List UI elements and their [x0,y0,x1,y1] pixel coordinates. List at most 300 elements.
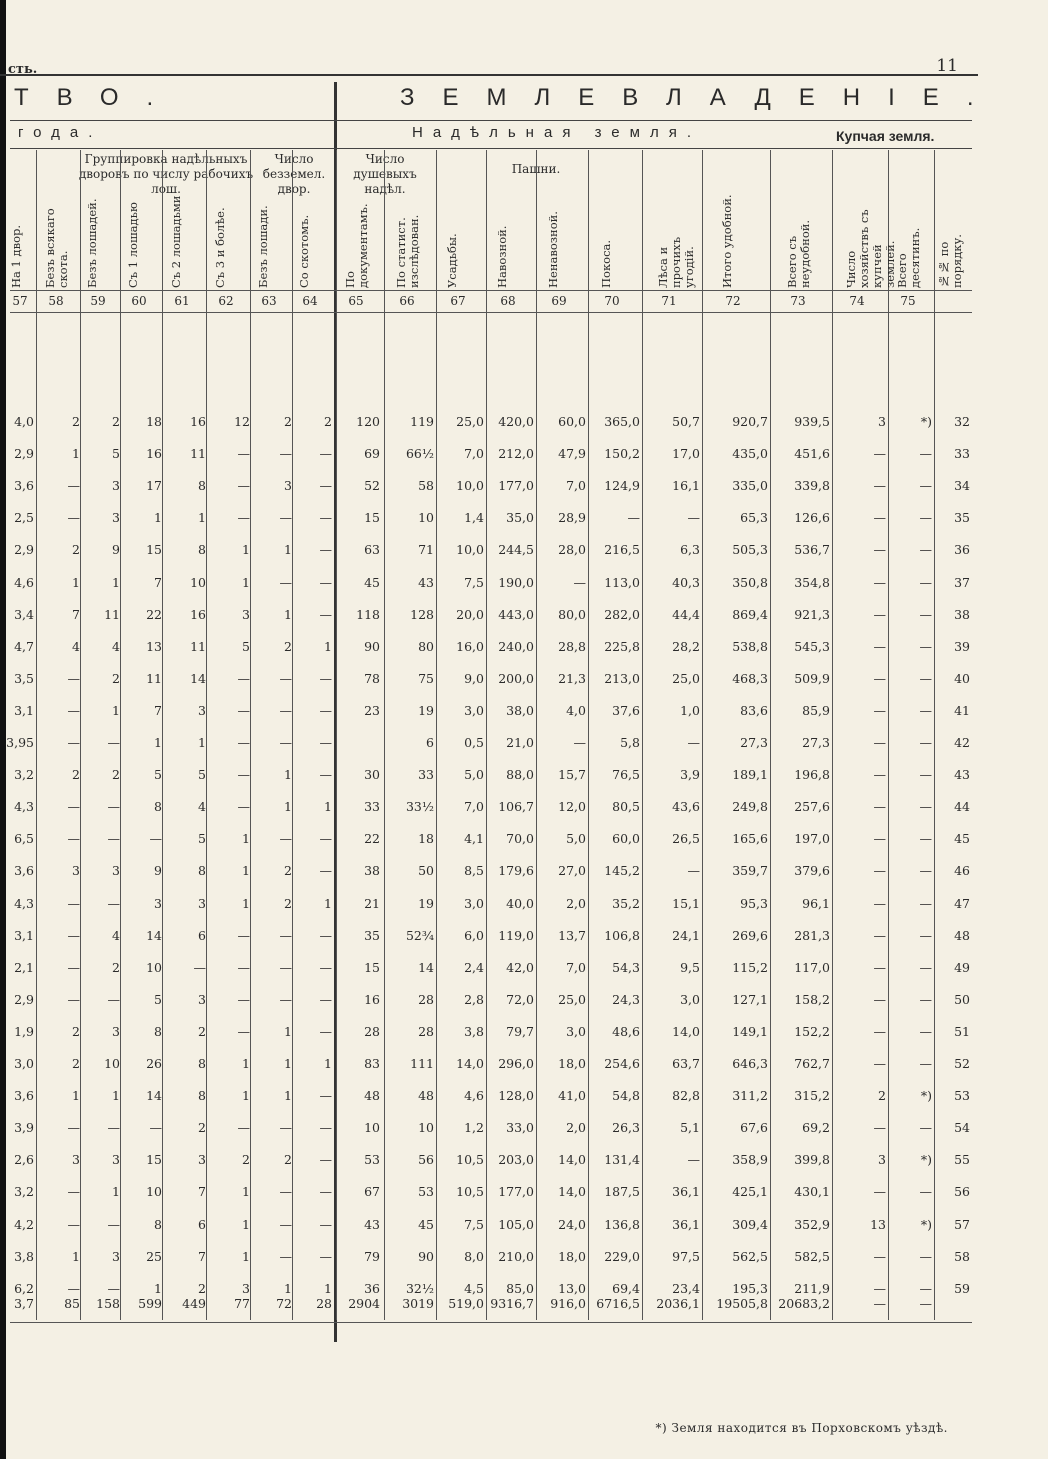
table-cell: — [873,799,886,815]
column-number: 64 [302,294,318,308]
table-cell: 15 [364,510,380,526]
table-cell: 111 [410,1056,434,1071]
table-cell: 40 [954,670,970,686]
table-cell: — [67,735,80,750]
table-cell: 8 [198,478,206,494]
table-cell: — [237,991,250,1007]
column-number: 65 [348,294,364,308]
column-number: 68 [500,294,516,308]
table-cell: 126,6 [794,510,830,526]
table-cell: 2,9 [14,991,34,1007]
column-divider [832,150,833,1320]
column-header: Съ 2 лошадьми [169,195,183,288]
table-cell: — [319,991,332,1007]
arable-group-label: Пашни. [511,162,561,176]
table-cell: 60,0 [558,414,586,429]
column-divider [934,150,935,1320]
column-header: Покоса. [599,239,613,288]
table-cell: 17 [146,478,162,494]
table-cell: — [919,1184,932,1200]
column-number: 74 [849,294,865,308]
table-cell: 4,5 [464,1280,484,1296]
table-cell: 3 [198,702,206,718]
table-cell: — [67,927,80,943]
table-cell: 9,0 [464,670,484,686]
table-cell: 1 [242,1184,250,1200]
table-cell: — [279,1184,292,1200]
table-cell: — [873,767,886,783]
table-cell: 1 [242,1248,250,1264]
table-cell: 3,4 [14,606,34,622]
table-cell: — [687,735,700,750]
column-header: Съ 1 лошадью [126,202,140,288]
table-cell: 1 [284,1280,292,1296]
table-cell: 3 [154,895,162,911]
column-divider [486,150,487,1320]
table-cell: 48 [954,927,970,943]
table-cell: 21,3 [558,670,586,686]
table-cell: 6 [426,735,434,750]
column-header: По документамъ. [343,203,370,288]
left-section-title: ТВО. [14,84,182,111]
table-cell: 3,9 [680,767,700,783]
table-cell: — [919,1120,932,1136]
table-cell: 4,0 [14,414,34,429]
table-cell: — [919,702,932,718]
table-cell: — [319,478,332,494]
table-cell: 10,5 [456,1152,484,1168]
table-cell: — [279,959,292,975]
table-cell: 25,0 [456,414,484,429]
table-cell: 26,5 [672,831,700,847]
table-cell: 16 [190,414,206,429]
table-cell: 1 [242,863,250,879]
table-cell: — [237,478,250,494]
column-header: №№ по порядку. [937,234,964,288]
table-cell: — [319,863,332,879]
table-cell: 158,2 [794,991,830,1007]
table-cell: 8,0 [464,1248,484,1264]
table-cell: 7 [154,574,162,590]
table-cell: 2 [72,1056,80,1071]
table-cell: — [919,927,932,943]
table-cell: 2 [878,1088,886,1104]
table-cell: 210,0 [498,1248,534,1264]
table-cell: — [873,959,886,975]
table-cell: 36 [954,542,970,558]
table-cell: 1 [324,1280,332,1296]
table-cell: — [573,735,586,750]
table-cell: 106,8 [604,927,640,943]
table-cell: 8,5 [464,863,484,879]
table-cell: 1 [154,510,162,526]
table-cell: 3 [242,1280,250,1296]
table-cell: — [279,1248,292,1264]
table-cell: 17,0 [672,446,700,462]
table-cell: 8 [154,1216,162,1232]
column-divider [206,150,207,1320]
table-cell: 1 [242,895,250,911]
table-cell: 10 [146,1184,162,1200]
table-cell: — [873,863,886,879]
table-cell: 6,5 [14,831,34,847]
table-cell: 468,3 [732,670,768,686]
table-cell: 96,1 [802,895,830,911]
table-cell: 131,4 [604,1152,640,1168]
table-cell: 26,3 [612,1120,640,1136]
table-cell: 106,7 [498,799,534,815]
table-cell: 538,8 [732,638,768,654]
table-cell: 5 [198,831,206,847]
table-cell: 3,2 [14,1184,34,1200]
totals-cell: 6716,5 [596,1296,640,1311]
table-cell: — [279,670,292,686]
table-cell: — [919,895,932,911]
table-cell: 33 [418,767,434,783]
table-cell: 6,2 [14,1280,34,1296]
table-cell: 2,0 [566,1120,586,1136]
table-cell: 13 [146,638,162,654]
table-cell: 8 [198,1088,206,1104]
table-cell: 14,0 [558,1184,586,1200]
table-cell: 80,0 [558,606,586,622]
table-cell: 1 [242,1088,250,1104]
table-cell: — [873,1056,886,1071]
table-cell: 5 [198,767,206,783]
table-cell: 244,5 [498,542,534,558]
table-cell: — [873,831,886,847]
table-cell: 15 [146,542,162,558]
column-divider [36,150,37,1320]
totals-cell: — [873,1296,886,1311]
table-cell: 150,2 [604,446,640,462]
table-cell: 189,1 [732,767,768,783]
column-header: Со скотомъ. [297,214,311,288]
footnote: *) Земля находится въ Порховскомъ уѣздѣ. [655,1421,948,1435]
table-cell: 59 [954,1280,970,1296]
table-cell: 22 [364,831,380,847]
table-cell: 213,0 [604,670,640,686]
table-cell: 45 [954,831,970,847]
table-cell: — [687,863,700,879]
table-cell: 921,3 [794,606,830,622]
table-cell: 45 [418,1216,434,1232]
totals-cell: — [919,1296,932,1311]
table-cell: 1,0 [680,702,700,718]
table-cell: 8 [198,1056,206,1071]
table-cell: — [279,991,292,1007]
table-cell: — [873,702,886,718]
table-cell: 240,0 [498,638,534,654]
table-cell: 7 [198,1248,206,1264]
table-cell: 536,7 [794,542,830,558]
table-cell: 78 [364,670,380,686]
table-cell: — [319,1152,332,1168]
table-cell: — [319,1184,332,1200]
table-cell: 399,8 [794,1152,830,1168]
table-cell: 45 [364,574,380,590]
table-cell: 32½ [405,1280,434,1296]
table-cell: 48 [364,1088,380,1104]
table-cell: 23 [364,702,380,718]
table-cell: 8 [198,542,206,558]
table-cell: — [873,1120,886,1136]
table-cell: — [237,446,250,462]
table-cell: 2 [198,1120,206,1136]
table-cell: 359,7 [732,863,768,879]
table-cell: 83 [364,1056,380,1071]
table-cell: — [319,574,332,590]
table-cell: — [873,638,886,654]
table-cell: — [237,959,250,975]
table-cell: 3 [878,414,886,429]
table-cell: — [919,959,932,975]
column-header: На 1 двор. [9,224,23,288]
column-divider [384,150,385,1320]
table-cell: 35 [364,927,380,943]
table-cell: 124,9 [604,478,640,494]
table-cell: 15,1 [672,895,700,911]
table-cell: 18,0 [558,1248,586,1264]
table-cell: — [873,1280,886,1296]
table-cell: 1 [112,1088,120,1104]
table-cell: 5 [154,767,162,783]
table-cell: 41,0 [558,1088,586,1104]
table-cell: — [919,831,932,847]
table-cell: — [279,574,292,590]
table-cell: 27,3 [740,735,768,750]
table-cell: 10 [418,1120,434,1136]
table-cell: 35,0 [506,510,534,526]
column-header: По статист. изслѣдован. [394,214,421,288]
table-cell: 79 [364,1248,380,1264]
table-cell: 67,6 [740,1120,768,1136]
table-cell: — [319,927,332,943]
page-number: 11 [936,56,958,76]
table-cell: 350,8 [732,574,768,590]
table-cell: 10 [364,1120,380,1136]
table-cell: 13 [870,1216,886,1232]
table-cell: 4,3 [14,799,34,815]
table-cell: 3,6 [14,1088,34,1104]
table-cell: 1 [154,1280,162,1296]
table-cell: 3 [112,1023,120,1039]
table-cell: 18 [418,831,434,847]
table-cell: — [919,510,932,526]
table-cell: 7,0 [566,478,586,494]
table-cell: 18 [146,414,162,429]
table-cell: 40,3 [672,574,700,590]
table-cell: 69 [364,446,380,462]
table-cell: 37,6 [612,702,640,718]
table-cell: — [319,1023,332,1039]
column-header: Ненавозной. [546,211,560,288]
table-cell: 425,1 [732,1184,768,1200]
table-cell: — [873,446,886,462]
table-cell: 3 [242,606,250,622]
table-cell: 1 [284,606,292,622]
table-cell: 105,0 [498,1216,534,1232]
table-cell: 10 [190,574,206,590]
table-cell: — [107,799,120,815]
table-cell: 21,0 [506,735,534,750]
table-cell: 3 [112,510,120,526]
table-cell: 54 [954,1120,970,1136]
table-cell: 14,0 [672,1023,700,1039]
table-cell: — [919,767,932,783]
table-cell: 1 [154,735,162,750]
column-divider [250,150,251,1320]
table-cell: — [873,895,886,911]
table-cell: 1 [284,1088,292,1104]
table-cell: 54,3 [612,959,640,975]
table-cell: 14 [418,959,434,975]
table-cell: 85,9 [802,702,830,718]
table-cell: 5,0 [464,767,484,783]
table-cell: 43 [954,767,970,783]
table-cell: — [279,702,292,718]
table-cell: 10 [418,510,434,526]
table-cell: 2 [72,542,80,558]
column-header: Итого удобной. [720,194,734,288]
table-cell: 7,5 [464,1216,484,1232]
table-cell: 10,5 [456,1184,484,1200]
table-cell: 1 [284,767,292,783]
table-cell: 2 [284,638,292,654]
table-cell: — [237,670,250,686]
table-cell: — [107,895,120,911]
table-cell: — [873,735,886,750]
table-cell: 52 [364,478,380,494]
column-divider [588,150,589,1320]
table-cell: 14,0 [456,1056,484,1071]
table-cell: 46 [954,863,970,879]
table-cell: 1 [324,1056,332,1071]
table-cell: 451,6 [794,446,830,462]
table-cell: 7,0 [566,959,586,975]
column-header: Число хозяйствъ съ купчей землей. [844,209,897,288]
column-header: Всего десятинъ. [895,227,922,288]
table-cell: 58 [418,478,434,494]
table-cell: 83,6 [740,702,768,718]
table-cell: 6,0 [464,927,484,943]
table-cell: 50 [954,991,970,1007]
table-cell: 3,95 [6,735,34,750]
table-cell: — [919,638,932,654]
table-cell: 53 [418,1184,434,1200]
table-cell: 5 [112,446,120,462]
table-cell: 4 [112,638,120,654]
table-cell: — [919,1248,932,1264]
table-cell: — [919,446,932,462]
table-cell: 50 [418,863,434,879]
table-cell: — [919,1023,932,1039]
table-cell: 1 [284,1023,292,1039]
table-cell: 11 [190,446,206,462]
table-cell: 12,0 [558,799,586,815]
table-cell: 216,5 [604,542,640,558]
table-cell: 165,6 [732,831,768,847]
table-cell: — [873,574,886,590]
table-cell: 18,0 [558,1056,586,1071]
table-cell: 1 [72,1248,80,1264]
table-cell: 3 [112,478,120,494]
totals-cell: 77 [234,1296,250,1311]
table-cell: 4,3 [14,895,34,911]
table-cell: 15 [146,1152,162,1168]
table-cell: — [67,799,80,815]
table-cell: 75 [418,670,434,686]
totals-cell: 3,7 [14,1296,34,1311]
table-cell: 1 [242,542,250,558]
table-cell: 67 [364,1184,380,1200]
table-cell: 136,8 [604,1216,640,1232]
table-cell: 80,5 [612,799,640,815]
table-cell: 646,3 [732,1056,768,1071]
totals-cell: 916,0 [550,1296,586,1311]
table-cell: 54,8 [612,1088,640,1104]
table-cell: 28 [418,991,434,1007]
table-cell: — [237,702,250,718]
table-cell: 1,9 [14,1023,34,1039]
table-cell: 4,0 [566,702,586,718]
table-cell: 8 [198,863,206,879]
column-header: Усадьбы. [445,233,459,288]
table-cell: 4 [72,638,80,654]
table-cell: 26 [146,1056,162,1071]
table-cell: 33½ [405,799,434,815]
table-cell: — [319,959,332,975]
table-cell: 5,8 [620,735,640,750]
table-cell: 25,0 [558,991,586,1007]
table-cell: — [919,1280,932,1296]
table-cell: 117,0 [794,959,830,975]
table-cell: 27,0 [558,863,586,879]
table-cell: 582,5 [794,1248,830,1264]
table-cell: 52 [954,1056,970,1071]
table-cell: *) [920,1216,932,1232]
table-cell: 5,1 [680,1120,700,1136]
table-cell: 13,0 [558,1280,586,1296]
table-cell: — [919,574,932,590]
table-cell: 32 [954,414,970,429]
table-bottom-rule [10,1322,972,1323]
table-cell: — [919,478,932,494]
table-cell: — [107,831,120,847]
table-cell: 7,0 [464,799,484,815]
table-cell: 43 [364,1216,380,1232]
table-cell: 10 [104,1056,120,1071]
column-header: Всего съ неудобной. [785,219,812,288]
table-cell: *) [920,1088,932,1104]
table-cell: — [67,1216,80,1232]
table-cell: 16 [190,606,206,622]
table-cell: 27,3 [802,735,830,750]
table-cell: 2 [198,1280,206,1296]
table-cell: 80 [418,638,434,654]
table-cell: 14 [146,927,162,943]
table-cell: 379,6 [794,863,830,879]
table-cell: — [279,446,292,462]
table-cell: 2 [242,1152,250,1168]
table-cell: — [237,1023,250,1039]
column-number: 73 [790,294,806,308]
table-cell: 19 [418,702,434,718]
table-cell: — [237,767,250,783]
table-cell: 41 [954,702,970,718]
table-cell: 47 [954,895,970,911]
table-cell: 19 [418,895,434,911]
